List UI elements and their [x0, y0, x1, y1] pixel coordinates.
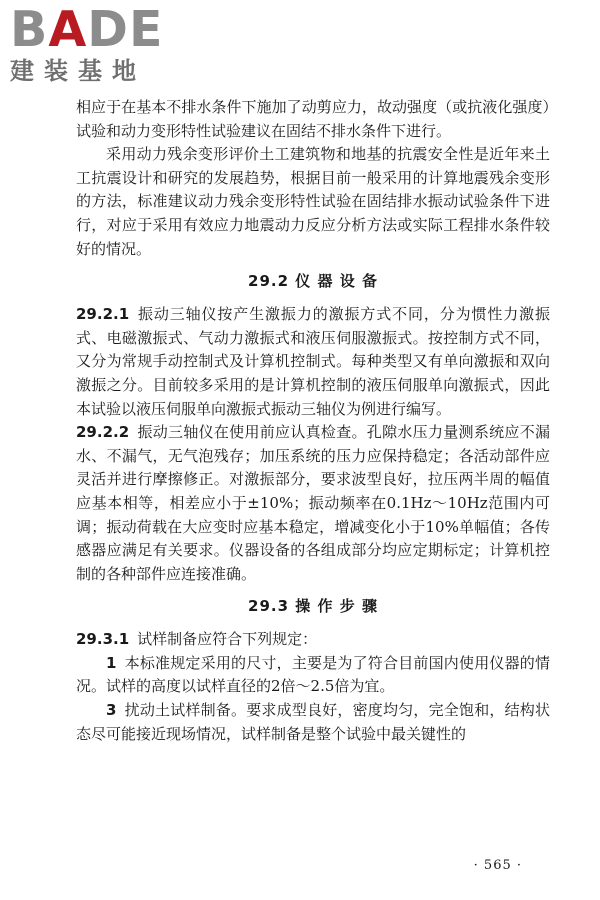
- clause-text: 振动三轴仪按产生激振力的激振方式不同，分为惯性力激振式、电磁激振式、气动力激振式和液压伺服激振式。按控制方式不同，又分为常规手动控制式及计算机控制式。每种类型又有单向激振和双向激振之分。目前较多采用的是计算机控制的液压伺服单向激振式，因此本试验以液压伺服单向激振式振动三轴仪为例进行编写。: [76, 305, 550, 418]
- clause-29-3-1: [76, 628, 550, 652]
- logo-letter-b: B: [10, 1, 49, 58]
- list-item-3: [76, 699, 550, 746]
- paragraph-residual-deformation: 采用动力残余变形评价土工建筑物和地基的抗震安全性是近年来土工抗震设计和研究的发展趋势，根据目前一般采用的计算地震残余变形的方法，标准建议动力残余变形特性试验在固结排水振动试验条件下进行，对应于采用有效应力地震动力反应分析方法或实际工程排水条件较好的情况。: [76, 145, 550, 258]
- clause-29-2-1: [76, 303, 550, 421]
- clause-number: 29.2.1: [76, 305, 130, 324]
- section-heading-29-3: 29.3 操 作 步 骤: [248, 597, 378, 616]
- clause-number: 29.3.1: [76, 630, 130, 649]
- logo-letter-a: A: [48, 1, 88, 58]
- clause-text: 试样制备应符合下列规定：: [137, 630, 318, 649]
- logo-subtitle: 建装基地: [10, 57, 146, 85]
- logo: [8, 1, 176, 86]
- page-number: · 565 ·: [473, 858, 522, 873]
- item-number: 1: [106, 653, 117, 672]
- logo-letters-de: DE: [87, 1, 164, 58]
- item-text: 扰动土试样制备。要求成型良好，密度均匀，完全饱和，结构状态尽可能接近现场情况，试样制备是整个试验中最关键性的: [76, 701, 550, 743]
- document-body: [76, 96, 550, 746]
- logo-wordmark: [10, 1, 164, 58]
- list-item-1: [76, 652, 550, 699]
- item-text: 本标准规定采用的尺寸，主要是为了符合目前国内使用仪器的情况。试样的高度以试样直径的2倍～2.5倍为宜。: [76, 653, 550, 696]
- paragraph-continued: 相应于在基本不排水条件下施加了动剪应力，故动强度（或抗液化强度）试验和动力变形特性试验建议在固结不排水条件下进行。: [76, 98, 550, 140]
- section-heading-29-2: 29.2 仪 器 设 备: [248, 272, 378, 291]
- clause-number: 29.2.2: [76, 423, 130, 442]
- clause-29-2-2: [76, 421, 550, 586]
- item-number: 3: [106, 701, 117, 720]
- clause-text: 振动三轴仪在使用前应认真检查。孔隙水压力量测系统应不漏水、不漏气，无气泡残存；加压系统的压力应保持稳定；各活动部件应灵活并进行摩擦修正。对激振部分，要求波型良好，拉压两半周的幅值应基本相等，相差应小于±10%；振动频率在0.1Hz～10Hz范围内可调；振动荷载在大应变时应基本稳定，增减变化小于10%单幅值；各传感器应满足有关要求。仪器设备的各组成部分均应定期标定；计算机控制的各种部件应连接准确。: [76, 423, 550, 583]
